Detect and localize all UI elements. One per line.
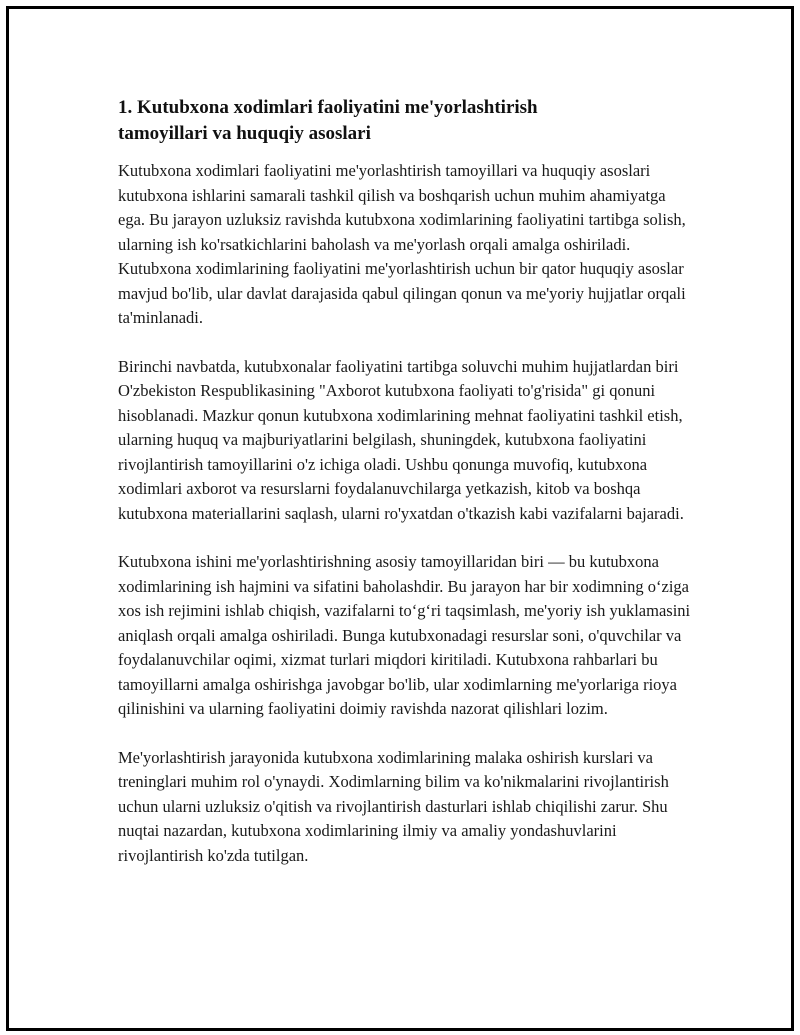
paragraph-2: Birinchi navbatda, kutubxonalar faoliyatini tartibga soluvchi muhim hujjatlardan biri O'zbekiston Respublikasining "Axborot kutubxona faoliyati to'g'risida" gi qonuni hisoblanadi. Mazkur qonun kutubxona xodimlarining mehnat faoliyatini tashkil etish, ularning huquq va majburiyatlarini belgilash, shuningdek, kutubxona faoliyatini rivojlantirish tamoyillarini o'z ichiga oladi. Ushbu qonunga muvofiq, kutubxona xodimlari axborot va resurslarni foydalanuvchilarga yetkazish, kitob va boshqa kutubxona materiallarini saqlash, ularni ro'yxatdan o'tkazish kabi vazifalarni bajaradi. bbox=[118, 356, 684, 523]
paragraph-3: Kutubxona ishini me'yorlashtirishning asosiy tamoyillaridan biri — bu kutubxona xodimlarining ish hajmini va sifatini baholashdir. Bu jarayon har bir xodimning o‘ziga xos ish rejimini ishlab chiqish, vazifalarni to‘g‘ri taqsimlash, me'yoriy ish yuklamasini aniqlash orqali amalga oshiriladi. Bunga kutubxonadagi resurslar soni, o'quvchilar va foydalanuvchilar oqimi, xizmat turlari miqdori kiritiladi. Kutubxona rahbarlari bu tamoyillarni amalga oshirishga javobgar bo'lib, ular xodimlarning me'yorlariga rioya qilinishini va ularning faoliyatini doimiy ravishda nazorat qilishlari lozim. bbox=[118, 552, 691, 718]
section-heading-line-1: 1. Kutubxona xodimlari faoliyatini me'yorlashtirish bbox=[118, 97, 538, 118]
section-heading bbox=[118, 95, 692, 147]
section-heading-line-2: tamoyillari va huquqiy asoslari bbox=[118, 123, 371, 144]
paragraph-4: Me'yorlashtirish jarayonida kutubxona xodimlarining malaka oshirish kurslari va treninglari muhim rol o'ynaydi. Xodimlarning bilim va ko'nikmalarini rivojlantirish uchun ularni uzluksiz o'qitish va rivojlantirish dasturlari ishlab chiqilishi zarur. Shu nuqtai nazardan, kutubxona xodimlarining ilmiy va amaliy yondashuvlarini rivojlantirish ko'zda tutilgan. bbox=[118, 747, 669, 865]
document-body bbox=[118, 95, 692, 892]
paragraph-1: Kutubxona xodimlari faoliyatini me'yorlashtirish tamoyillari va huquqiy asoslari kutubxona ishlarini samarali tashkil qilish va boshqarish uchun muhim ahamiyatga ega. Bu jarayon uzluksiz ravishda kutubxona xodimlarining faoliyatini tartibga solish, ularning ish ko'rsatkichlarini baholash va me'yorlash orqali amalga oshiriladi. Kutubxona xodimlarining faoliyatini me'yorlashtirish uchun bir qator huquqiy asoslar mavjud bo'lib, ular davlat darajasida qabul qilingan qonun va me'yoriy hujjatlar orqali ta'minlanadi. bbox=[118, 161, 686, 327]
